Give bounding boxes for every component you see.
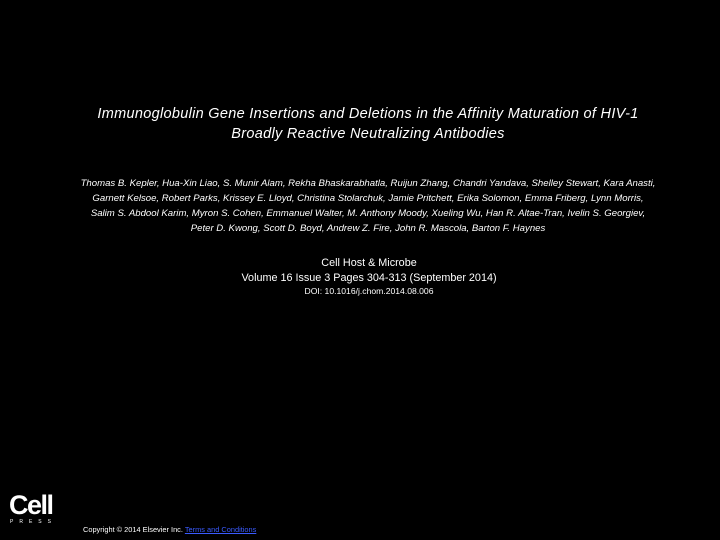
author-line-2: Garnett Kelsoe, Robert Parks, Krissey E. Lloyd, Christina Stolarchuk, Jamie Pritchett, Erika Solomon, Emma Friberg, Lynn Morris, (92, 193, 644, 204)
article-title (40, 104, 696, 144)
copyright-footer (83, 525, 256, 535)
terms-link[interactable]: Terms and Conditions (184, 525, 257, 534)
copyright-text: Copyright © 2014 Elsevier Inc. (83, 525, 183, 534)
journal-volume: Volume 16 Issue 3 Pages 304-313 (September 2014) (241, 271, 497, 284)
author-list (20, 176, 716, 236)
title-line-2: Broadly Reactive Neutralizing Antibodies (231, 126, 505, 142)
author-line-1: Thomas B. Kepler, Hua-Xin Liao, S. Munir Alam, Rekha Bhaskarabhatla, Ruijun Zhang, Chandri Yandava, Shelley Stewart, Kara Anasti, (80, 178, 656, 189)
logo-word: Cell (9, 490, 53, 520)
author-line-3: Salim S. Abdool Karim, Myron S. Cohen, Emmanuel Walter, M. Anthony Moody, Xueling Wu, Han R. Altae-Tran, Ivelin S. Georgiev, (90, 208, 646, 219)
cell-press-logo (9, 490, 63, 526)
author-line-4: Peter D. Kwong, Scott D. Boyd, Andrew Z. Fire, John R. Mascola, Barton F. Haynes (190, 223, 546, 234)
title-line-1: Immunoglobulin Gene Insertions and Deletions in the Affinity Maturation of HIV-1 (97, 106, 639, 122)
logo-subtitle: PRESS (10, 519, 57, 525)
journal-info (0, 256, 720, 285)
journal-name: Cell Host & Microbe (321, 257, 417, 269)
doi: DOI: 10.1016/j.chom.2014.08.006 (304, 286, 434, 296)
